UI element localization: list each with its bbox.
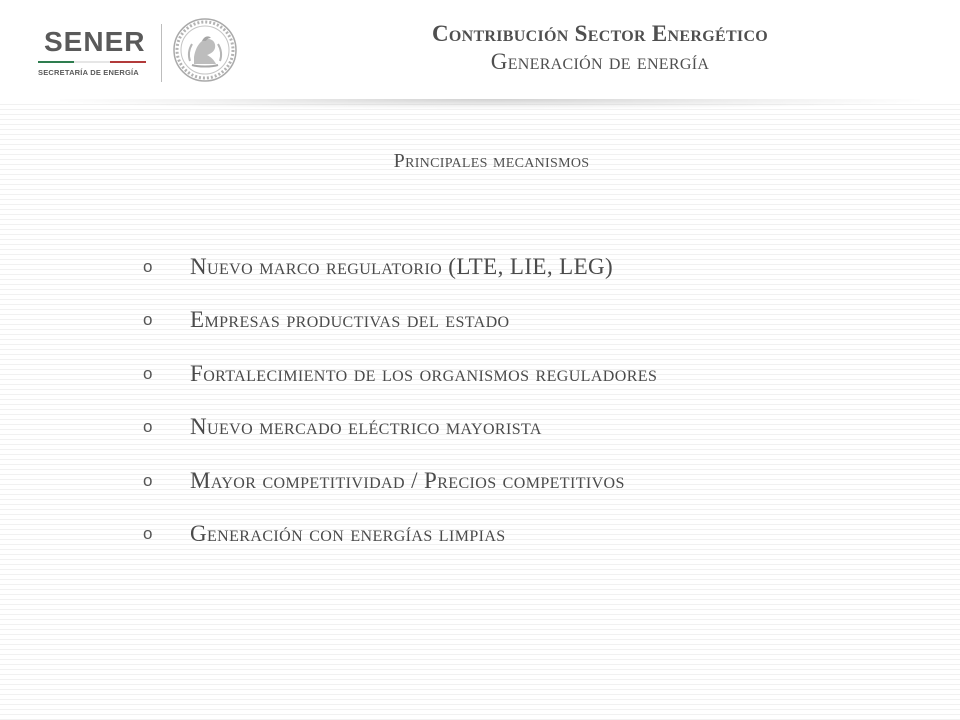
list-item — [143, 454, 903, 508]
flag-green — [38, 61, 74, 63]
bullet-marker-icon: o — [143, 524, 153, 544]
list-item — [143, 508, 903, 562]
flag-white — [74, 61, 110, 63]
list-item-text: Mayor competitividad / Precios competitivos — [190, 467, 625, 493]
list-item-text: Nuevo marco regulatorio (LTE, LIE, LEG) — [190, 253, 614, 279]
slide-subtitle: Generación de energía — [490, 48, 710, 74]
list-item-text: Generación con energías limpias — [190, 521, 506, 547]
logo-flag-stripe — [38, 61, 146, 63]
coat-of-arms-icon — [172, 17, 238, 83]
list-item-text: Empresas productivas del estado — [190, 307, 510, 333]
list-item — [143, 347, 903, 401]
bullet-marker-icon: o — [143, 470, 153, 490]
slide-title: Contribución Sector Energético — [431, 21, 769, 46]
bullet-marker-icon: o — [143, 310, 153, 330]
section-heading: Principales mecanismos — [393, 150, 590, 172]
slide-header — [0, 0, 960, 100]
list-item — [143, 240, 903, 294]
header-divider — [161, 24, 162, 82]
logo-wordmark: SENER — [44, 26, 146, 57]
logo-subtitle: SECRETARÍA DE ENERGÍA — [38, 68, 139, 77]
bullet-marker-icon: o — [143, 417, 153, 437]
sener-logo — [36, 22, 156, 82]
flag-red — [110, 61, 146, 63]
header-shadow — [60, 99, 920, 109]
bullet-marker-icon: o — [143, 363, 153, 383]
mechanisms-list — [143, 240, 903, 561]
bullet-marker-icon: o — [143, 256, 153, 276]
list-item-text: Fortalecimiento de los organismos reguladores — [190, 360, 658, 386]
list-item — [143, 401, 903, 455]
list-item-text: Nuevo mercado eléctrico mayorista — [190, 414, 542, 440]
title-block — [300, 20, 900, 75]
list-item — [143, 294, 903, 348]
